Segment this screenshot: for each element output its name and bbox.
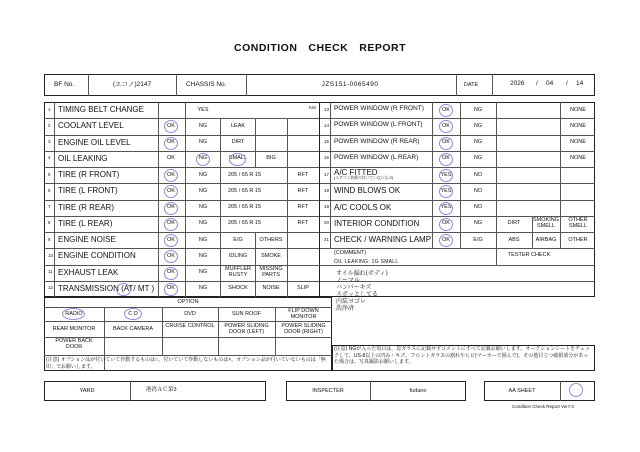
sub-option-1: LEAK	[230, 122, 246, 129]
sub-option-2: SMOKING SMELL	[533, 217, 559, 229]
sub-option-3: RFT	[297, 204, 309, 211]
sub-option-2: NONE	[570, 106, 586, 113]
check-item-label: TIRE (L REAR)	[58, 218, 113, 228]
option-ok: OK	[167, 122, 175, 129]
option-ok: OK	[167, 155, 175, 162]
check-item-label: COOLANT LEVEL	[58, 121, 124, 131]
option-ok: OK	[442, 139, 450, 146]
row-number: 16	[324, 155, 330, 161]
option-ok: OK	[167, 236, 175, 243]
sub-option-2: NONE	[570, 122, 586, 129]
option-ng: NG	[198, 187, 208, 194]
option-ng: NG	[198, 236, 208, 243]
check-item-label: POWER WINDOW (L FRONT)	[334, 121, 423, 129]
sub-option-1: MUFFLER RUSTY	[225, 266, 251, 278]
comment-handwriting: スポッとしてる	[336, 291, 379, 298]
sub-option-2: NONE	[570, 155, 586, 162]
sub-option-2: OTHERS	[259, 236, 283, 243]
row-number: 13	[324, 106, 330, 112]
option-power-sliding-door-left-: POWER SLIDING DOOR (LEFT)	[224, 323, 269, 335]
tester-check-label: TESTER CHECK	[507, 252, 551, 258]
option-rear-monitor: REAR MONITOR	[52, 326, 96, 332]
ok-circle	[164, 267, 178, 280]
option-ng: NG	[198, 171, 208, 178]
option-power-back-door: POWER BACK DOOR	[55, 338, 93, 350]
option-ng: NG	[198, 204, 208, 211]
tire-size: 205 / 65 R 15	[228, 187, 262, 194]
check-item-label: ENGINE NOISE	[58, 235, 116, 245]
ok-circle	[164, 283, 178, 296]
sub-option-3: RFT	[297, 171, 309, 178]
option-ok: YES	[440, 187, 452, 194]
row-number: 12	[48, 285, 54, 291]
ng-note: (注意) NGが入った項目は、窓ガラスに記載せずコメントにすべて記載お願いします。オークションシートをチェックして、US-8以上の凹み・キズ、フロントガラスの割れやヒビ(マーカーで囲んで)、その他目立つ破損部分があった場合は、写真撮影お願いします。	[334, 346, 590, 365]
chassis-value: JZS151-0065490	[321, 81, 379, 88]
bf-label: BF No.	[54, 81, 75, 88]
comment-handwriting: 洗浄済	[336, 305, 355, 312]
yard-value: 港湾ＡＣ第3	[146, 387, 177, 393]
row-number: 15	[324, 139, 330, 145]
option-ok: OK	[167, 285, 175, 292]
option-sun-roof: SUN ROOF	[231, 311, 262, 317]
option-cruise-control: CRUISE CONTROL	[165, 323, 215, 329]
option-ok: OK	[167, 171, 175, 178]
sub-option-2: AIRBAG	[535, 236, 557, 243]
option-ok: OK	[167, 220, 175, 227]
comment-label: (COMMENT)	[334, 250, 367, 256]
ok-circle	[439, 137, 453, 150]
option-ok: OK	[442, 106, 450, 113]
option-ok: OK	[167, 139, 175, 146]
comment-handwriting: 内装ヨゴレ	[336, 298, 367, 305]
option-ng: NG	[473, 139, 483, 146]
option-ok: OK	[167, 204, 175, 211]
row-number: 21	[324, 236, 330, 242]
sub-option-3: OTHER	[568, 236, 588, 243]
check-item-label: TIRE (L FRONT)	[58, 186, 118, 196]
chassis-label: CHASSIS No.	[186, 81, 227, 88]
option-ng: NO	[473, 204, 483, 211]
bf-value: (エコノ)2147	[112, 81, 152, 88]
sub-option-2: NOISE	[262, 285, 280, 292]
row-number: 5	[48, 171, 51, 177]
ok-circle	[164, 202, 178, 215]
tire-size: 205 / 65 R 15	[228, 220, 262, 227]
row-number: 6	[48, 187, 51, 193]
row-number: 4	[48, 155, 51, 161]
row-number: 3	[48, 139, 51, 145]
option-ng: NG	[473, 122, 483, 129]
check-item-label: POWER WINDOW (R FRONT)	[334, 105, 424, 113]
row-number: 7	[48, 204, 51, 210]
ng-circle	[196, 153, 210, 166]
sub-option-3: RFT	[297, 220, 309, 227]
option-ng: NG	[198, 122, 208, 129]
check-item-label: EXHAUST LEAK	[58, 267, 119, 277]
option-ng: NG	[198, 139, 208, 146]
inspecter-label: INSPECTER	[312, 388, 344, 394]
check-item-label: POWER WINDOW (R REAR)	[334, 137, 420, 145]
check-item-label: OIL LEAKING	[58, 153, 108, 163]
sub-option-1: SHOCK	[228, 285, 248, 292]
sub-option-1: SMALL	[228, 155, 248, 162]
date-label: DATE	[464, 82, 479, 88]
option-ng: NG	[473, 106, 483, 113]
option-ok: OK	[442, 122, 450, 129]
row-number: 18	[324, 187, 330, 193]
sub-option-2: NONE	[570, 139, 586, 146]
option-ng: NO	[473, 171, 483, 178]
option-ok: OK	[167, 252, 175, 259]
radio-circle	[62, 308, 85, 320]
inspecter-value: fudano	[409, 388, 427, 394]
ok-circle	[439, 153, 453, 166]
row-number: 17	[324, 171, 330, 177]
sub-option-3: SLIP	[297, 285, 309, 292]
check-item-label: TIRE (R REAR)	[58, 202, 114, 212]
date-sep-1: /	[536, 80, 538, 87]
check-item-label: WIND BLOWS OK	[334, 186, 401, 196]
date-month: 04	[546, 80, 554, 87]
option-back-camera: BACK CAMERA	[112, 326, 154, 332]
option-power-sliding-door-right-: POWER SLIDING DOOR (RIGHT)	[281, 323, 326, 335]
row-number: 11	[48, 269, 53, 275]
option-ok: OK	[442, 220, 450, 227]
option-ok: YES	[440, 204, 452, 211]
row-number: 8	[48, 220, 51, 226]
aa-sheet-circle	[569, 383, 583, 397]
row-number: 14	[324, 122, 330, 128]
row-number: 19	[324, 204, 330, 210]
small-circle	[229, 153, 246, 166]
row-number: 9	[48, 236, 51, 242]
ok-circle	[439, 202, 453, 215]
row-number: 20	[324, 220, 330, 226]
yard-label: YARD	[79, 388, 95, 394]
option-ng: NG	[198, 269, 208, 276]
option-ok: OK	[442, 236, 450, 243]
sub-option-2: SMOKE	[261, 252, 281, 259]
option-ok: OK	[167, 269, 175, 276]
option-ng: NG	[473, 155, 483, 162]
check-item-label: CHECK / WARNING LAMP	[334, 235, 432, 245]
option-ng: NG	[198, 252, 208, 259]
comment-handwriting: バンパーキズ	[336, 284, 372, 291]
option-c-d: C D	[128, 311, 138, 317]
tire-size: 205 / 65 R 15	[228, 171, 262, 178]
cd-circle	[124, 308, 142, 320]
sub-option-1: DIRT	[231, 139, 245, 146]
ok-circle	[164, 218, 178, 231]
option-radio: RADIO	[65, 311, 83, 317]
row-number: 10	[48, 252, 54, 258]
aa-sheet-label: AA SHEET	[508, 388, 536, 394]
check-item-label: POWER WINDOW (L REAR)	[334, 153, 419, 161]
check-item-label: INTERIOR CONDITION	[334, 218, 420, 228]
ok-circle	[164, 137, 178, 150]
sub-option-3: RFT	[297, 187, 309, 194]
check-item-label: ENGINE CONDITION	[58, 251, 136, 261]
sub-option-1: IDLING	[228, 252, 248, 259]
check-item-label: TIMING BELT CHANGE	[58, 105, 144, 115]
ok-circle	[439, 218, 453, 231]
option-ng: NG	[198, 220, 208, 227]
check-item-label: A/C COOLS OK	[334, 202, 392, 212]
option-ng: NG	[198, 285, 208, 292]
option-ng: E/G	[473, 236, 483, 243]
option-ng: NG	[473, 220, 483, 227]
option-ok: YES	[440, 171, 452, 178]
sub-option-1: DIRT	[507, 220, 521, 227]
date-sep-2: /	[566, 80, 568, 87]
option-label: OPTION	[177, 299, 199, 305]
option-ok: OK	[442, 155, 450, 162]
sub-option-2: MISSING PARTS	[259, 266, 283, 278]
option-dvd: DVD	[184, 311, 196, 317]
page-title: CONDITION CHECK REPORT	[233, 42, 406, 54]
sub-option-2: BIG	[266, 155, 276, 162]
sub-option-3: OTHER SMELL	[568, 217, 588, 229]
sub-option-1: E/G	[233, 236, 243, 243]
tire-size: 205 / 65 R 15	[228, 204, 262, 211]
check-item-note: (エアコン装備の付いていないもの)	[334, 176, 394, 181]
check-item-label: TRANSMISSION (AT/ MT )	[58, 283, 155, 293]
option-ok: OK	[167, 187, 175, 194]
row-number: 2	[48, 122, 51, 128]
check-item-label: A/C FITTED	[334, 168, 378, 178]
at-circle	[116, 283, 131, 296]
row-number: 1	[48, 106, 51, 112]
date-year: 2026	[510, 80, 525, 87]
option-ng: NO	[473, 187, 483, 194]
option-ng: NG	[198, 155, 208, 162]
date-day: 14	[576, 80, 584, 87]
check-item-label: ENGINE OIL LEVEL	[58, 137, 131, 147]
option-ng: YES	[197, 106, 209, 113]
option-note: (注意) オプション品が付いていて作動するものは○、付いていて作動しないものは×。オプション品が付いていないものは「無印」でお願いします。	[46, 357, 326, 370]
version-label: Condition Check Report Ver7.0	[512, 404, 575, 409]
sub-option-1: ABS	[508, 236, 520, 243]
comment-handwriting: ノーマル	[336, 277, 360, 284]
option-flip-down-monitor: FLIP DOWN MONITOR	[288, 308, 319, 320]
comment-handwriting: オイル漏れ(ボディ)	[336, 270, 388, 277]
check-item-label: TIRE (R FRONT)	[58, 170, 120, 180]
comment-line: OIL LEAKING: 1G SMALL	[334, 259, 399, 265]
km-label: KM	[309, 105, 316, 110]
